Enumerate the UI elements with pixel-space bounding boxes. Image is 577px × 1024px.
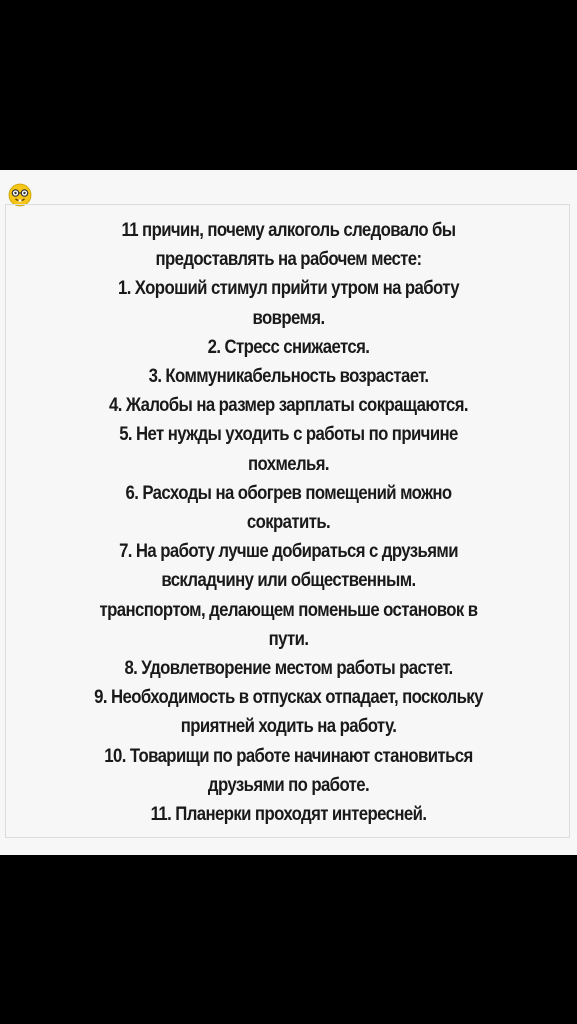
text-line: 1. Хороший стимул прийти утром на работу (117, 277, 460, 300)
post-image-card (0, 170, 577, 855)
text-line: похмелья. (247, 452, 330, 475)
text-line: приятней ходить на работу. (180, 715, 397, 738)
text-line: вовремя. (252, 306, 325, 329)
text-line: 5. Нет нужды уходить с работы по причине (119, 423, 458, 446)
post-text (40, 216, 536, 829)
text-line: 10. Товарищи по работе начинают становиться (104, 744, 473, 767)
text-line: 11. Планерки проходят интересней. (150, 803, 427, 826)
text-line: 9. Необходимость в отпусках отпадает, поскольку (94, 686, 483, 709)
text-line: 4. Жалобы на размер зарплаты сокращаются. (109, 394, 468, 417)
text-line: друзьями по работе. (207, 773, 370, 796)
text-line: 11 причин, почему алкоголь следовало бы (121, 219, 456, 241)
text-line: 7. На работу лучше добираться с друзьями (119, 540, 458, 563)
text-line: 3. Коммуникабельность возрастает. (148, 365, 429, 388)
text-line: 6. Расходы на обогрев помещений можно (125, 481, 452, 504)
text-line: транспортом, делающем поменьше остановок в (99, 598, 478, 621)
text-line: 8. Удовлетворение местом работы растет. (124, 657, 453, 680)
text-line: сократить. (246, 511, 331, 534)
text-line: вскладчину или общественным. (161, 569, 416, 592)
text-line: предоставлять на рабочем месте: (155, 248, 422, 271)
text-line: 2. Стресс снижается. (207, 335, 370, 358)
text-line: пути. (268, 627, 309, 650)
